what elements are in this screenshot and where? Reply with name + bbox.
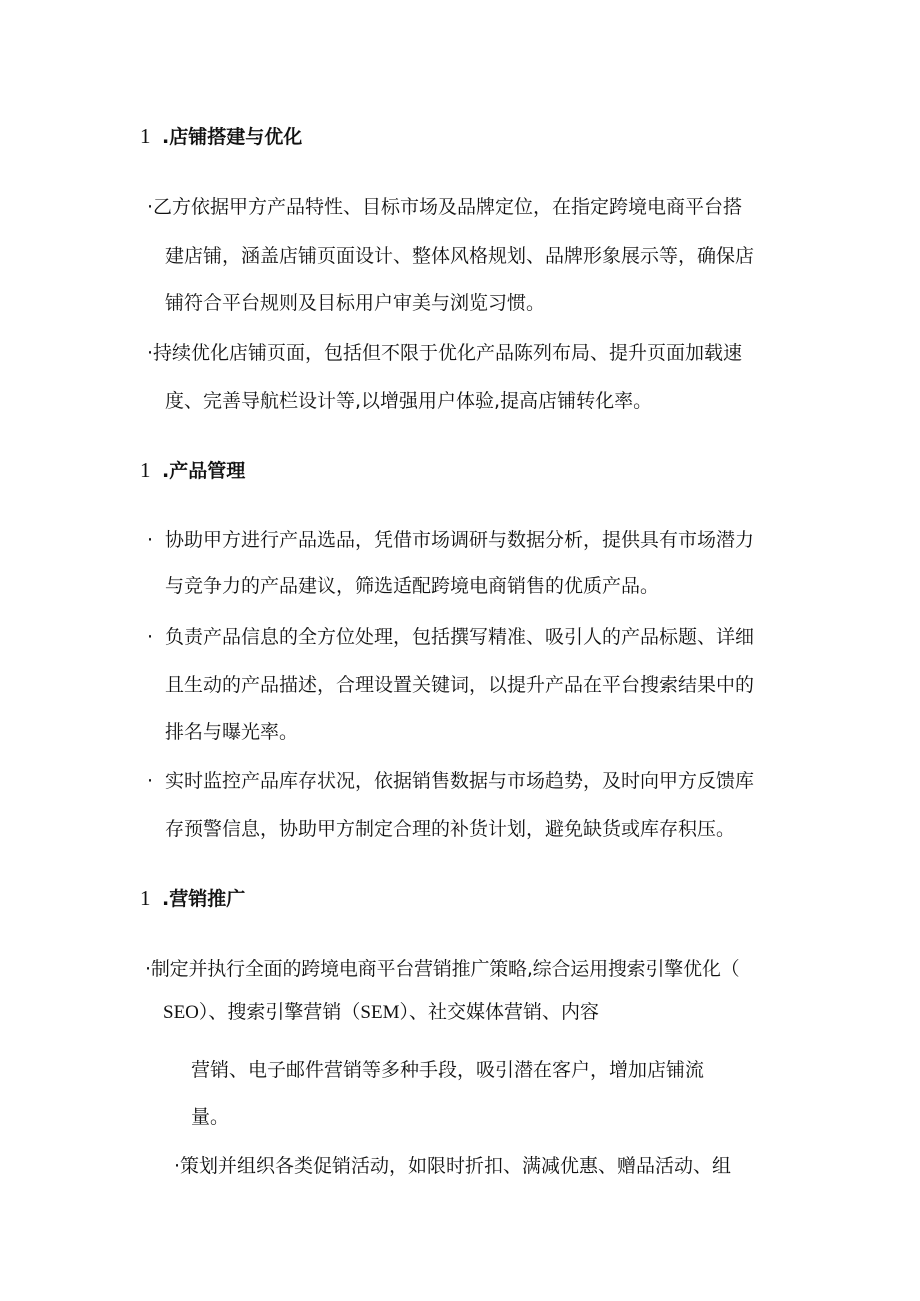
paragraph-line: 量。 xyxy=(191,1106,230,1128)
section-heading-product-management xyxy=(140,456,245,485)
bullet-mark: · xyxy=(147,196,154,218)
section-number: 1 xyxy=(140,886,151,910)
paragraph-line: 度、完善导航栏设计等,以增强用户体验,提高店铺转化率。 xyxy=(165,390,653,412)
section-title: .店铺搭建与优化 xyxy=(162,126,303,148)
section-title: .营销推广 xyxy=(162,888,246,910)
section-heading-store-setup xyxy=(140,122,302,151)
paragraph-line: · 负责产品信息的全方位处理，包括撰写精准、吸引人的产品标题、详细 xyxy=(147,623,754,651)
paragraph-line: 建店铺，涵盖店铺页面设计、整体风格规划、品牌形象展示等，确保店 xyxy=(165,245,755,267)
section-heading-marketing xyxy=(140,884,245,913)
paragraph-line: SEO）、搜索引擎营销（SEM）、社交媒体营销、内容 xyxy=(163,1002,599,1023)
paragraph-line: 存预警信息，协助甲方制定合理的补货计划，避免缺货或库存积压。 xyxy=(165,818,736,840)
section-number: 1 xyxy=(140,124,151,148)
bullet-mark: · xyxy=(174,1155,181,1177)
paragraph-line: 与竞争力的产品建议，筛选适配跨境电商销售的优质产品。 xyxy=(165,575,660,597)
paragraph-line: 且生动的产品描述，合理设置关键词，以提升产品在平台搜索结果中的 xyxy=(165,674,755,696)
paragraph-line: ·制定并执行全面的跨境电商平台营销推广策略,综合运用搜索引擎优化（ xyxy=(145,955,740,983)
paragraph-line: ·策划并组织各类促销活动，如限时折扣、满减优惠、赠品活动、组 xyxy=(174,1152,731,1180)
section-title: .产品管理 xyxy=(162,460,246,482)
bullet-mark: · xyxy=(147,770,154,792)
paragraph-line: ·持续优化店铺页面，包括但不限于优化产品陈列布局、提升页面加载速 xyxy=(147,339,742,367)
bullet-mark: · xyxy=(145,958,151,980)
section-number: 1 xyxy=(140,458,151,482)
bullet-mark: · xyxy=(147,342,154,364)
paragraph-line: 铺符合平台规则及目标用户审美与浏览习惯。 xyxy=(165,292,546,314)
bullet-mark: · xyxy=(147,626,154,648)
paragraph-line: 营销、电子邮件营销等多种手段，吸引潜在客户，增加店铺流 xyxy=(191,1059,705,1081)
paragraph-line: ·乙方依据甲方产品特性、目标市场及品牌定位，在指定跨境电商平台搭 xyxy=(147,193,742,221)
paragraph-line: · 实时监控产品库存状况，依据销售数据与市场趋势，及时向甲方反馈库 xyxy=(147,767,754,795)
bullet-mark: · xyxy=(147,529,154,551)
paragraph-line: 排名与曝光率。 xyxy=(165,721,299,743)
paragraph-line: · 协助甲方进行产品选品，凭借市场调研与数据分析，提供具有市场潜力 xyxy=(147,526,754,554)
